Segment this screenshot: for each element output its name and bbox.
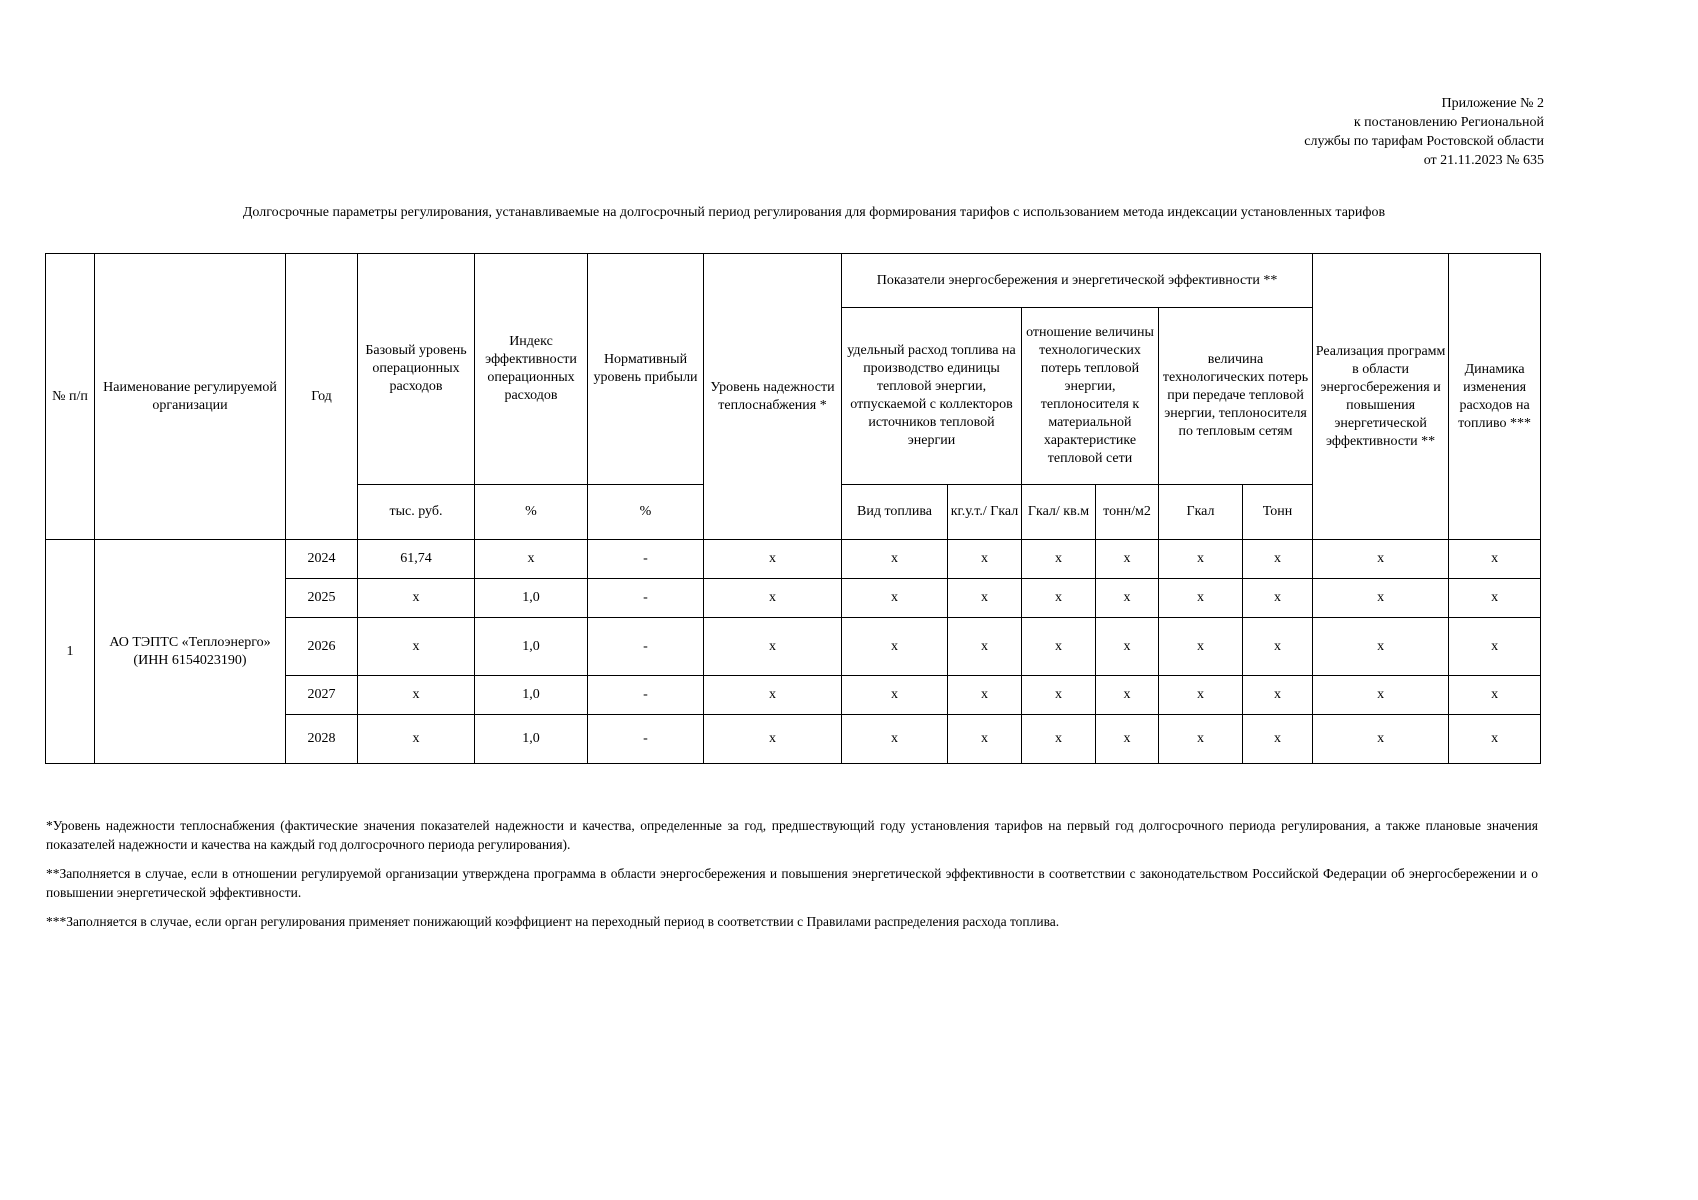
cell-year: 2024 (286, 540, 358, 579)
cell-loss-ton: х (1243, 618, 1313, 676)
cell-programs: х (1313, 676, 1449, 715)
header-fuel-dynamics: Динамика изменения расходов на топливо *** (1449, 254, 1541, 540)
appendix-line-2: к постановлению Региональной (1353, 115, 1544, 130)
footnotes (46, 816, 1538, 941)
cell-efficiency-index: 1,0 (475, 618, 588, 676)
cell-year: 2026 (286, 618, 358, 676)
footnote-energy-program: **Заполняется в случае, если в отношении регулируемой организации утверждена программа в области энергосбережения и повышения энергетической эффективности в соответствии с законодательством Российской Федерации об энергосбережении и о повышении энергетической эффективности. (46, 866, 1538, 900)
cell-reliability: х (704, 540, 842, 579)
cell-fuel-unit: х (948, 618, 1022, 676)
header-year: Год (286, 254, 358, 540)
header-programs: Реализация программ в области энергосбережения и повышения энергетической эффективности ** (1313, 254, 1449, 540)
cell-loss-gcal: х (1159, 579, 1243, 618)
appendix-line-3: службы по тарифам Ростовской области (1304, 134, 1544, 149)
cell-loss-ton: х (1243, 715, 1313, 764)
cell-fuel-dynamics: х (1449, 676, 1541, 715)
cell-programs: х (1313, 579, 1449, 618)
cell-efficiency-index: 1,0 (475, 715, 588, 764)
cell-loss-gcal: х (1159, 676, 1243, 715)
parameters-table (45, 253, 1541, 764)
cell-norm-profit: - (588, 676, 704, 715)
unit-fuel: кг.у.т./ Гкал (948, 485, 1022, 540)
header-loss-value: величина технологических потерь при передаче тепловой энергии, теплоносителя по тепловым сетям (1159, 308, 1313, 485)
cell-year: 2028 (286, 715, 358, 764)
cell-reliability: х (704, 715, 842, 764)
cell-base-opex: х (358, 579, 475, 618)
cell-fuel-type: х (842, 540, 948, 579)
cell-loss-ratio-gcal: х (1022, 579, 1096, 618)
cell-loss-gcal: х (1159, 540, 1243, 579)
cell-year: 2027 (286, 676, 358, 715)
document-title: Долгосрочные параметры регулирования, устанавливаемые на долгосрочный период регулирования для формирования тарифов с использованием метода индексации установленных тарифов (242, 205, 1386, 220)
cell-programs: х (1313, 618, 1449, 676)
header-reliability: Уровень надежности теплоснабжения * (704, 254, 842, 540)
cell-loss-ratio-gcal: х (1022, 540, 1096, 579)
cell-programs: х (1313, 715, 1449, 764)
org-number: 1 (46, 540, 95, 764)
header-fuel-rate: удельный расход топлива на производство единицы тепловой энергии, отпускаемой с коллекторов источников тепловой энергии (842, 308, 1022, 485)
unit-base-opex: тыс. руб. (358, 485, 475, 540)
cell-loss-ton: х (1243, 579, 1313, 618)
cell-loss-ratio-gcal: х (1022, 618, 1096, 676)
cell-loss-gcal: х (1159, 715, 1243, 764)
appendix-block (1304, 94, 1544, 170)
footnote-reliability: *Уровень надежности теплоснабжения (фактические значения показателей надежности и качества, определенные за год, предшествующий году установления тарифов на первый год долгосрочного периода регулирования, а также плановые значения показателей надежности и качества на каждый год долгосрочного периода регулирования). (46, 818, 1538, 852)
header-organization: Наименование регулируемой организации (95, 254, 286, 540)
cell-loss-ratio-ton: х (1096, 618, 1159, 676)
org-name: АО ТЭПТС «Теплоэнерго» (ИНН 6154023190) (95, 540, 286, 764)
cell-fuel-unit: х (948, 579, 1022, 618)
header-efficiency-index: Индекс эффективности операционных расходов (475, 254, 588, 485)
cell-loss-ton: х (1243, 540, 1313, 579)
cell-norm-profit: - (588, 540, 704, 579)
cell-base-opex: х (358, 715, 475, 764)
cell-norm-profit: - (588, 579, 704, 618)
cell-year: 2025 (286, 579, 358, 618)
cell-base-opex: х (358, 676, 475, 715)
cell-loss-ratio-ton: х (1096, 676, 1159, 715)
footnote-fuel-coefficient: ***Заполняется в случае, если орган регулирования применяет понижающий коэффициент на переходный период в соответствии с Правилами распределения расхода топлива. (46, 914, 1060, 929)
cell-efficiency-index: х (475, 540, 588, 579)
unit-norm-profit: % (588, 485, 704, 540)
appendix-line-4: от 21.11.2023 № 635 (1423, 153, 1544, 168)
cell-norm-profit: - (588, 715, 704, 764)
appendix-line-1: Приложение № 2 (1441, 96, 1544, 111)
cell-reliability: х (704, 579, 842, 618)
header-energy-group: Показатели энергосбережения и энергетической эффективности ** (842, 254, 1313, 308)
cell-loss-ton: х (1243, 676, 1313, 715)
unit-loss-ton: Тонн (1243, 485, 1313, 540)
unit-loss-ratio-gcal: Гкал/ кв.м (1022, 485, 1096, 540)
cell-reliability: х (704, 676, 842, 715)
cell-fuel-type: х (842, 579, 948, 618)
cell-fuel-unit: х (948, 715, 1022, 764)
unit-loss-ratio-ton: тонн/м2 (1096, 485, 1159, 540)
cell-fuel-unit: х (948, 540, 1022, 579)
cell-base-opex: 61,74 (358, 540, 475, 579)
cell-fuel-unit: х (948, 676, 1022, 715)
table-row (46, 540, 1541, 579)
cell-efficiency-index: 1,0 (475, 579, 588, 618)
header-norm-profit: Нормативный уровень прибыли (588, 254, 704, 485)
cell-fuel-type: х (842, 715, 948, 764)
cell-loss-ratio-ton: х (1096, 540, 1159, 579)
cell-loss-ratio-gcal: х (1022, 715, 1096, 764)
unit-fuel-type: Вид топлива (842, 485, 948, 540)
cell-fuel-dynamics: х (1449, 579, 1541, 618)
cell-fuel-dynamics: х (1449, 618, 1541, 676)
header-loss-ratio: отношение величины технологических потерь тепловой энергии, теплоносителя к материальной характеристике тепловой сети (1022, 308, 1159, 485)
cell-fuel-type: х (842, 676, 948, 715)
cell-programs: х (1313, 540, 1449, 579)
header-num: № п/п (46, 254, 95, 540)
cell-base-opex: х (358, 618, 475, 676)
unit-efficiency-index: % (475, 485, 588, 540)
cell-fuel-dynamics: х (1449, 715, 1541, 764)
cell-loss-ratio-ton: х (1096, 579, 1159, 618)
cell-fuel-type: х (842, 618, 948, 676)
cell-norm-profit: - (588, 618, 704, 676)
unit-loss-gcal: Гкал (1159, 485, 1243, 540)
cell-reliability: х (704, 618, 842, 676)
cell-loss-ratio-ton: х (1096, 715, 1159, 764)
cell-efficiency-index: 1,0 (475, 676, 588, 715)
cell-loss-ratio-gcal: х (1022, 676, 1096, 715)
cell-loss-gcal: х (1159, 618, 1243, 676)
header-base-opex: Базовый уровень операционных расходов (358, 254, 475, 485)
cell-fuel-dynamics: х (1449, 540, 1541, 579)
